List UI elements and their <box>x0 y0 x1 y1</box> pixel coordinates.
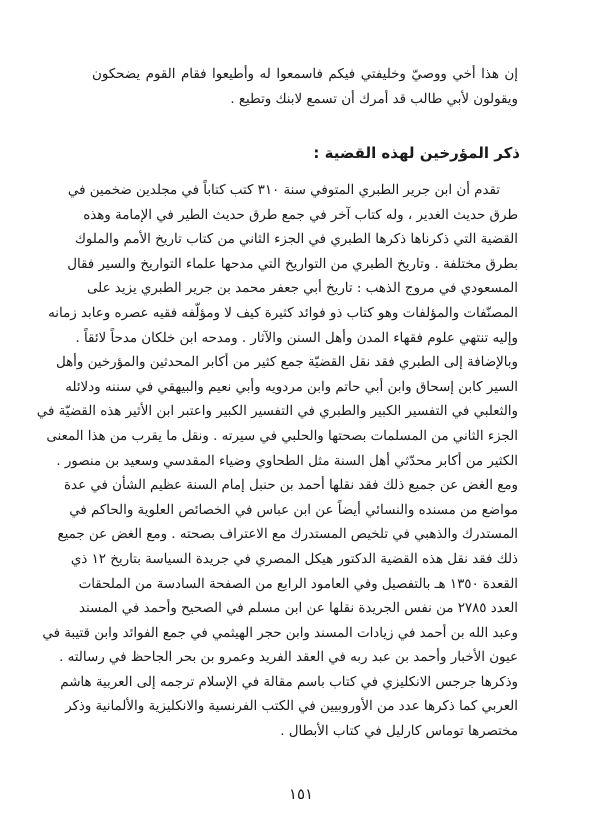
intro-line: إن هذا أخي ووصيّ وخليفتي فيكم فاسمعوا له وأطيعوا فقام القوم يضحكون <box>92 67 518 82</box>
body-line: الكثير من أكابر محدّثي أهل السنة مثل الطحاوي وضياء المقدسي وسعيد بن منصور . <box>56 453 518 469</box>
body-line: وعبد الله بن أحمد في زيادات المسند وابن حجر الهيثمي في جمع الفوائد وابن قتيبة في <box>42 625 518 641</box>
body-line: مختصرها توماس كارليل في كتاب الأبطال . <box>280 724 518 740</box>
body-line: والثعلبي في التفسير الكبير والطبري في التفسير الكبير واعتبر ابن الأثير هذه القضيّة في <box>36 404 518 420</box>
body-line: القعدة ١٣٥٠ هـ بالتفصيل وفي العامود الرابع من الصفحة السادسة من الملحقات <box>78 576 518 592</box>
body-line: عيون الأخبار وأحمد بن عبد ربه في العقد الفريد وعمرو بن بحر الجاحظ في رسالته . <box>59 650 518 666</box>
intro-line: ويقولون لأبي طالب قد أمرك أن تسمع لابنك وتطيع . <box>230 92 518 107</box>
body-line: وذكرها جرجس الانكليزي في كتاب باسم مقالة في الإسلام ترجمه إلى العربية هاشم <box>60 674 518 690</box>
body-line: طرق حديث الغدير ، وله كتاب آخر في جمع طرق حديث الطير في الإمامة وهذه <box>83 207 518 223</box>
body-line: ذلك فقد نقل هذه القضية الدكتور هيكل المصري في جريدة السياسة بتاريخ ١٢ ذي <box>70 551 518 567</box>
body-paragraph <box>36 179 518 745</box>
section-heading: ذكر المؤرخين لهذه القضية : <box>313 144 520 162</box>
body-line: تقدم أن ابن جرير الطبري المتوفي سنة ٣١٠ كتب كتاباً في مجلدين ضخمين في <box>67 183 500 198</box>
body-line: السير كابن إسحاق وابن أبي حاتم وابن مردويه وأبي نعيم والبيهقي في سننه ودلائله <box>65 379 518 395</box>
intro-paragraph <box>92 62 518 112</box>
body-line: بطرق مختلفة . وتاريخ الطبري من التواريخ التي مدحها علماء التواريخ والسير فقال <box>67 256 518 272</box>
body-line: المسعودي في مروج الذهب : تاريخ أبي جعفر محمد بن جرير الطبري يزيد على <box>86 281 518 297</box>
body-line: ومع الغض عن جميع ذلك فقد نقلها أحمد بن حنبل إمام السنة عظيم الشأن في عدة <box>64 478 518 494</box>
body-line: المستدرك والذهبي في تلخيص المستدرك مع الاعتراف بصحته . ومع الغض عن جميع <box>57 527 518 543</box>
body-line: العدد ٢٧٨٥ من نفس الجريدة نقلها عن ابن مسلم في الصحيح وأحمد في المسند <box>78 601 518 617</box>
body-line: المصنّفات والمؤلفات وهو كتاب ذو فوائد كثيرة كيف لا ومؤلّفه فقيه عصره وعابد زمانه <box>48 305 518 321</box>
body-line: العربي كما ذكرها عدد من الأوروبيين في الكتب الفرنسية والانكليزية والألمانية وذكر <box>65 699 518 715</box>
body-line: الجزء الثاني من المسلمات بصحتها والحلبي في سيرته . ونقل ما يقرب من هذا المعنى <box>46 428 518 444</box>
body-line: مواضع من مسنده والنسائي أيضاً عن ابن عباس في الخصائص العلوية والحاكم في <box>69 502 518 518</box>
body-line: وإليه تنتهي علوم فقهاء المدن وأهل السنن والآثار . ومدحه ابن خلكان مدحاً لائقاً . <box>75 330 518 346</box>
page-number: ١٥١ <box>288 785 314 803</box>
body-line: القضية التي ذكرناها ذكرها الطبري في الجزء الثاني من كتاب تاريخ الأمم والملوك <box>74 232 518 248</box>
body-line: وبالإضافة إلى الطبري فقد نقل القضيّة جمع كثير من أكابر المحدثين والمؤرخين وأهل <box>55 355 518 371</box>
